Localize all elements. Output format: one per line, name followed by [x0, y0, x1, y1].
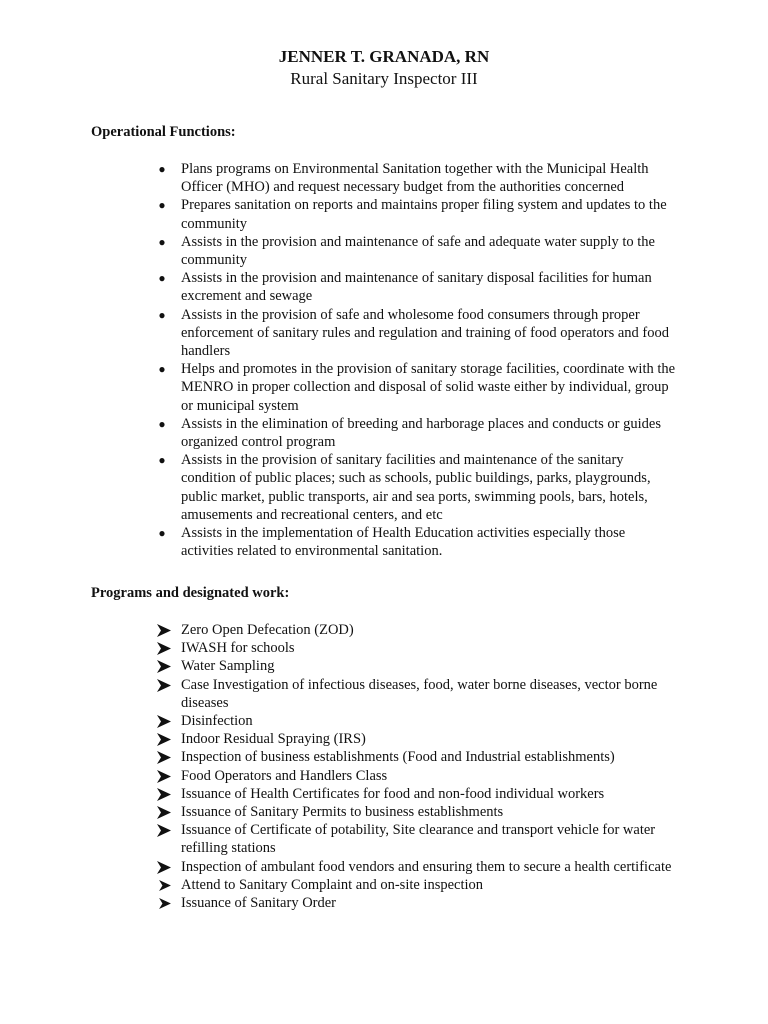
- arrowhead-bullet-icon: [157, 770, 171, 783]
- bullet-icon: ●: [158, 162, 166, 176]
- list-item: [0, 639, 677, 657]
- list-item-text: Issuance of Sanitary Order: [181, 895, 337, 912]
- bullet-icon: ●: [158, 416, 166, 431]
- bullet-icon: ●: [158, 307, 166, 322]
- list-item: [0, 524, 677, 560]
- arrowhead-bullet-icon: [157, 660, 171, 673]
- list-item-text: Issuance of Health Certificates for food and non-food individual workers: [181, 785, 605, 802]
- list-item: [0, 676, 677, 712]
- list-item: [0, 894, 677, 912]
- operational-functions-heading: Operational Functions:: [91, 124, 236, 140]
- list-item: [0, 415, 677, 451]
- programs-heading: Programs and designated work:: [91, 585, 290, 601]
- operational-functions-list: [0, 160, 677, 560]
- list-item: [0, 621, 677, 639]
- list-item: [0, 306, 677, 361]
- list-item-text: Issuance of Sanitary Permits to business establishments: [181, 804, 504, 821]
- person-name: JENNER T. GRANADA, RN: [278, 47, 490, 66]
- programs-list: [0, 621, 677, 912]
- list-item-text: Case Investigation of infectious diseases, food, water borne diseases, vector borne diseases: [181, 676, 658, 711]
- list-item-text: Inspection of ambulant food vendors and ensuring them to secure a health certificate: [181, 858, 672, 875]
- list-item: [0, 767, 677, 785]
- arrowhead-bullet-icon: [157, 751, 171, 764]
- list-item-text: Assists in the elimination of breeding and harborage places and conducts or guides organized control program: [181, 415, 661, 451]
- list-item: [0, 233, 677, 269]
- list-item-text: Food Operators and Handlers Class: [181, 767, 388, 784]
- arrowhead-bullet-icon: [157, 624, 171, 637]
- list-item: [0, 730, 677, 748]
- bullet-icon: ●: [158, 526, 166, 541]
- arrowhead-bullet-icon: [157, 788, 171, 801]
- list-item-text: Attend to Sanitary Complaint and on-site inspection: [181, 876, 484, 893]
- list-item: [0, 160, 677, 196]
- list-item: [0, 360, 677, 415]
- bullet-icon: ●: [158, 234, 166, 249]
- arrowhead-bullet-icon: [159, 898, 171, 909]
- arrowhead-bullet-icon: [157, 679, 171, 692]
- arrowhead-bullet-icon: [157, 824, 171, 837]
- document-header: [0, 46, 768, 90]
- list-item-text: Indoor Residual Spraying (IRS): [181, 731, 366, 748]
- list-item-text: Assists in the provision and maintenance of safe and adequate water supply to the community: [181, 233, 655, 269]
- list-item-text: Zero Open Defecation (ZOD): [181, 622, 354, 638]
- list-item: [0, 451, 677, 524]
- arrowhead-bullet-icon: [157, 861, 171, 874]
- list-item-text: Helps and promotes in the provision of sanitary storage facilities, coordinate with the MENRO in proper collection and disposal of solid waste either by individual, group or municipal system: [181, 361, 676, 414]
- arrowhead-bullet-icon: [157, 715, 171, 728]
- arrowhead-bullet-icon: [157, 733, 171, 746]
- list-item: [0, 785, 677, 803]
- list-item: [0, 748, 677, 766]
- list-item: [0, 821, 677, 857]
- list-item-text: Inspection of business establishments (Food and Industrial establishments): [181, 749, 615, 766]
- arrowhead-bullet-icon: [159, 880, 171, 891]
- arrowhead-bullet-icon: [157, 642, 171, 655]
- bullet-icon: ●: [158, 453, 166, 468]
- list-item: [0, 269, 677, 305]
- list-item: [0, 876, 677, 894]
- list-item: [0, 712, 677, 730]
- bullet-icon: ●: [158, 198, 166, 213]
- list-item-text: Assists in the provision of sanitary facilities and maintenance of the sanitary condition of public places; such as schools, public buildings, parks, playgrounds, public market, public transports, air and sea ports, swimming pools, bars, hotels, amusements and recreational centers, and etc: [181, 452, 651, 523]
- list-item-text: IWASH for schools: [181, 640, 295, 657]
- list-item-text: Issuance of Certificate of potability, Site clearance and transport vehicle for water refilling stations: [181, 822, 656, 857]
- bullet-icon: ●: [158, 362, 166, 377]
- list-item-text: Assists in the implementation of Health Education activities especially those activities related to environmental sanitation.: [181, 525, 626, 560]
- list-item: [0, 657, 677, 675]
- list-item: [0, 803, 677, 821]
- list-item-text: Water Sampling: [181, 658, 275, 675]
- list-item-text: Plans programs on Environmental Sanitation together with the Municipal Health Officer (MHO) and request necessary budget from the authorities concerned: [181, 161, 649, 196]
- bullet-icon: ●: [158, 271, 166, 286]
- list-item: [0, 858, 677, 876]
- arrowhead-bullet-icon: [157, 806, 171, 819]
- list-item: [0, 196, 677, 232]
- list-item-text: Assists in the provision and maintenance of sanitary disposal facilities for human excrement and sewage: [181, 270, 652, 305]
- person-title: Rural Sanitary Inspector III: [290, 69, 478, 88]
- list-item-text: Prepares sanitation on reports and maintains proper filing system and updates to the community: [181, 197, 667, 232]
- list-item-text: Assists in the provision of safe and wholesome food consumers through proper enforcement of sanitary rules and regulation and training of food operators and food handlers: [181, 306, 670, 360]
- list-item-text: Disinfection: [181, 713, 253, 730]
